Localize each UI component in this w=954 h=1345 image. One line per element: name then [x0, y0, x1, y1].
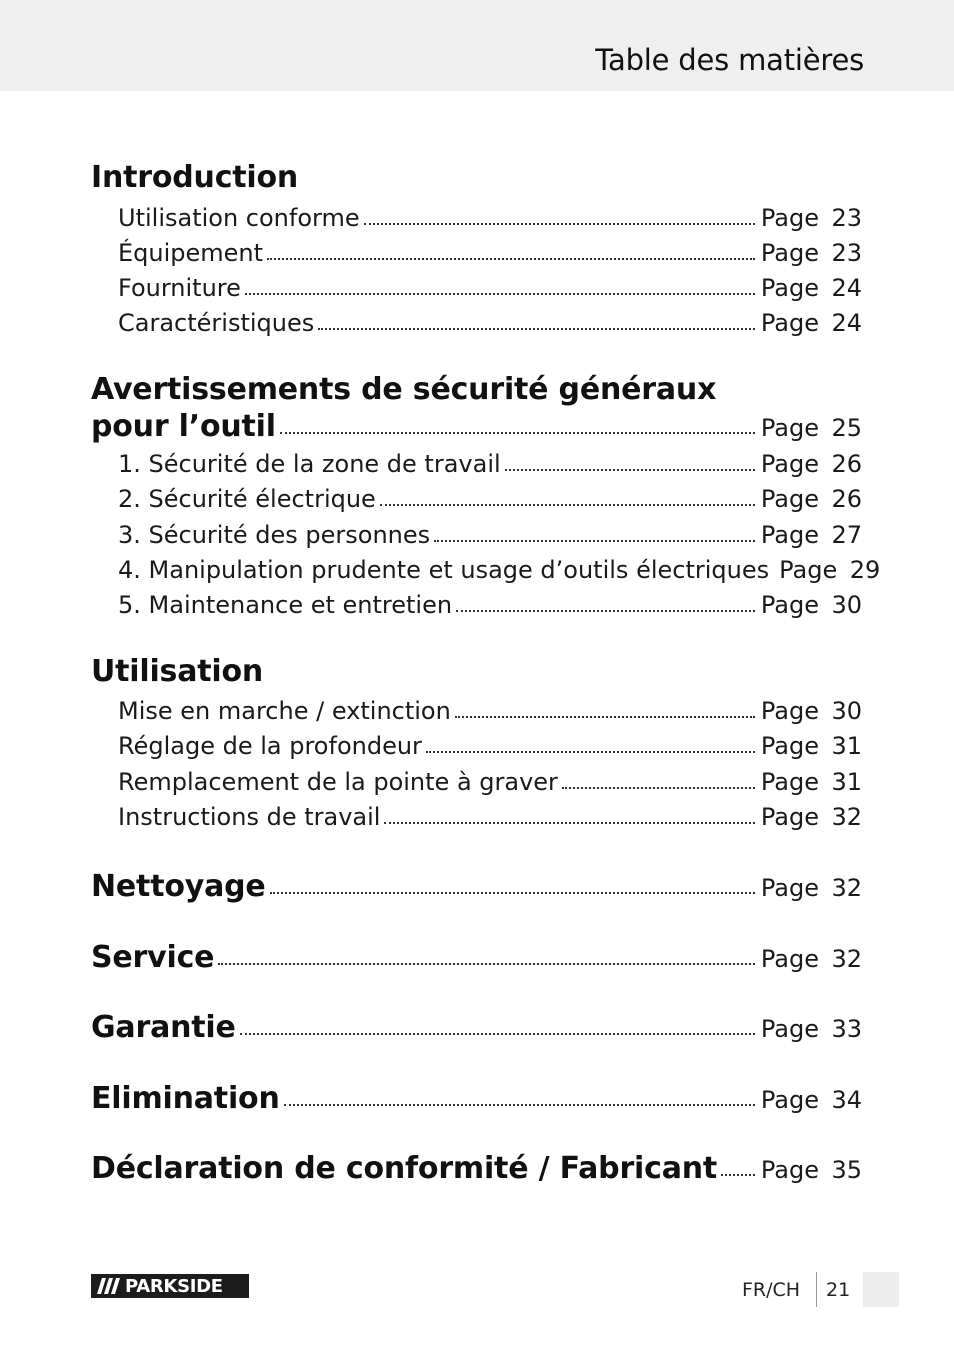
page-word: Page	[760, 591, 819, 619]
dot-leader	[456, 604, 755, 612]
page-number: 26	[831, 450, 862, 478]
toc-entry-label: 3. Sécurité des personnes	[118, 521, 431, 549]
page-word: Page	[760, 803, 819, 831]
logo-slashes-icon	[91, 1274, 123, 1298]
section-label: Garantie	[91, 1010, 236, 1045]
page-number-footer: 21	[826, 1279, 851, 1301]
page-word: Page	[760, 768, 819, 796]
page-word: Page	[760, 414, 819, 442]
brand-name: PARKSIDE	[125, 1275, 223, 1297]
page-number: 26	[831, 485, 862, 513]
toc-entry-label: 4. Manipulation prudente et usage d’outils électriques	[118, 556, 770, 584]
toc-entry-label: 2. Sécurité électrique	[118, 485, 376, 513]
toc-entry[interactable]	[118, 517, 862, 549]
section-label: Service	[91, 940, 215, 975]
page-number: 23	[831, 204, 862, 232]
section-heading-avertissements: Avertissements de sécurité généraux	[91, 372, 717, 407]
page-number: 31	[831, 732, 862, 760]
footer-divider	[816, 1272, 817, 1307]
page-number: 24	[831, 274, 862, 302]
section-heading-introduction: Introduction	[91, 160, 299, 195]
locale-label: FR/CH	[742, 1279, 801, 1301]
toc-entry-label: Remplacement de la pointe à graver	[118, 768, 558, 796]
page-number: 32	[831, 874, 862, 902]
page-title: Table des matières	[595, 43, 864, 77]
dot-leader	[267, 252, 755, 260]
page-number: 32	[831, 945, 862, 973]
page-word: Page	[760, 1086, 819, 1114]
dot-leader	[562, 781, 755, 789]
dot-leader	[270, 886, 755, 894]
footer-tab-marker	[863, 1272, 899, 1307]
toc-entry-label: Réglage de la profondeur	[118, 732, 422, 760]
toc-entry-label: Fourniture	[118, 274, 241, 302]
toc-entry[interactable]	[118, 693, 862, 725]
toc-entry-label: Caractéristiques	[118, 309, 315, 337]
page-word: Page	[760, 521, 819, 549]
page-word: Page	[760, 274, 819, 302]
page-word: Page	[760, 945, 819, 973]
page-number: 23	[831, 239, 862, 267]
section-label: Déclaration de conformité / Fabricant	[91, 1151, 718, 1186]
page-word: Page	[760, 485, 819, 513]
dot-leader	[280, 426, 755, 434]
dot-leader	[721, 1168, 755, 1176]
toc-entry-label: Instructions de travail	[118, 803, 381, 831]
page-word: Page	[779, 556, 838, 584]
page-number: 35	[831, 1156, 862, 1184]
toc-entry[interactable]	[118, 305, 862, 337]
toc-entry[interactable]	[118, 446, 862, 478]
dot-leader	[384, 816, 754, 824]
toc-section-elimination[interactable]	[91, 1076, 862, 1116]
page-number: 34	[831, 1086, 862, 1114]
toc-entry-label: Équipement	[118, 239, 264, 267]
toc-entry-label: 1. Sécurité de la zone de travail	[118, 450, 501, 478]
section-heading-utilisation: Utilisation	[91, 654, 264, 689]
toc-entry[interactable]	[118, 764, 862, 796]
toc-entry-label: Utilisation conforme	[118, 204, 360, 232]
toc-entry[interactable]	[118, 728, 862, 760]
page-word: Page	[760, 732, 819, 760]
toc-entry[interactable]	[118, 200, 862, 232]
toc-entry[interactable]	[118, 481, 862, 513]
dot-leader	[245, 287, 755, 295]
page-number: 30	[831, 591, 862, 619]
toc-section-declaration[interactable]	[91, 1146, 862, 1186]
toc-entry[interactable]	[118, 235, 862, 267]
page-word: Page	[760, 204, 819, 232]
toc-section-garantie[interactable]	[91, 1005, 862, 1045]
page-number: 32	[831, 803, 862, 831]
dot-leader	[284, 1098, 755, 1106]
page-word: Page	[760, 309, 819, 337]
page-word: Page	[760, 450, 819, 478]
toc-entry[interactable]	[118, 270, 862, 302]
toc-entry[interactable]	[118, 799, 862, 831]
toc-section-service[interactable]	[91, 935, 862, 975]
page-number: 29	[849, 556, 881, 584]
section-label: Nettoyage	[91, 869, 266, 904]
toc-section-nettoyage[interactable]	[91, 864, 862, 904]
toc-entry[interactable]	[118, 552, 881, 584]
page-number: 30	[831, 697, 862, 725]
toc-entry-label: Mise en marche / extinction	[118, 697, 451, 725]
page-word: Page	[760, 697, 819, 725]
page-number: 31	[831, 768, 862, 796]
dot-leader	[455, 710, 755, 718]
page-word: Page	[760, 239, 819, 267]
page-number: 27	[831, 521, 862, 549]
toc-entry-label: 5. Maintenance et entretien	[118, 591, 453, 619]
page-number: 33	[831, 1015, 862, 1043]
toc-entry[interactable]	[118, 587, 862, 619]
page-word: Page	[760, 1015, 819, 1043]
parkside-logo	[91, 1274, 249, 1298]
dot-leader	[240, 1027, 755, 1035]
toc-section-entry[interactable]	[91, 404, 862, 444]
page-word: Page	[760, 874, 819, 902]
dot-leader	[434, 534, 755, 542]
dot-leader	[218, 957, 755, 965]
dot-leader	[426, 745, 755, 753]
section-heading-avertissements-line2: pour l’outil	[91, 409, 276, 444]
section-label: Elimination	[91, 1081, 280, 1116]
page-word: Page	[760, 1156, 819, 1184]
header-band	[0, 0, 954, 91]
dot-leader	[505, 463, 755, 471]
page-number: 25	[831, 414, 862, 442]
dot-leader	[364, 217, 755, 225]
page-number: 24	[831, 309, 862, 337]
dot-leader	[380, 498, 755, 506]
dot-leader	[318, 322, 755, 330]
